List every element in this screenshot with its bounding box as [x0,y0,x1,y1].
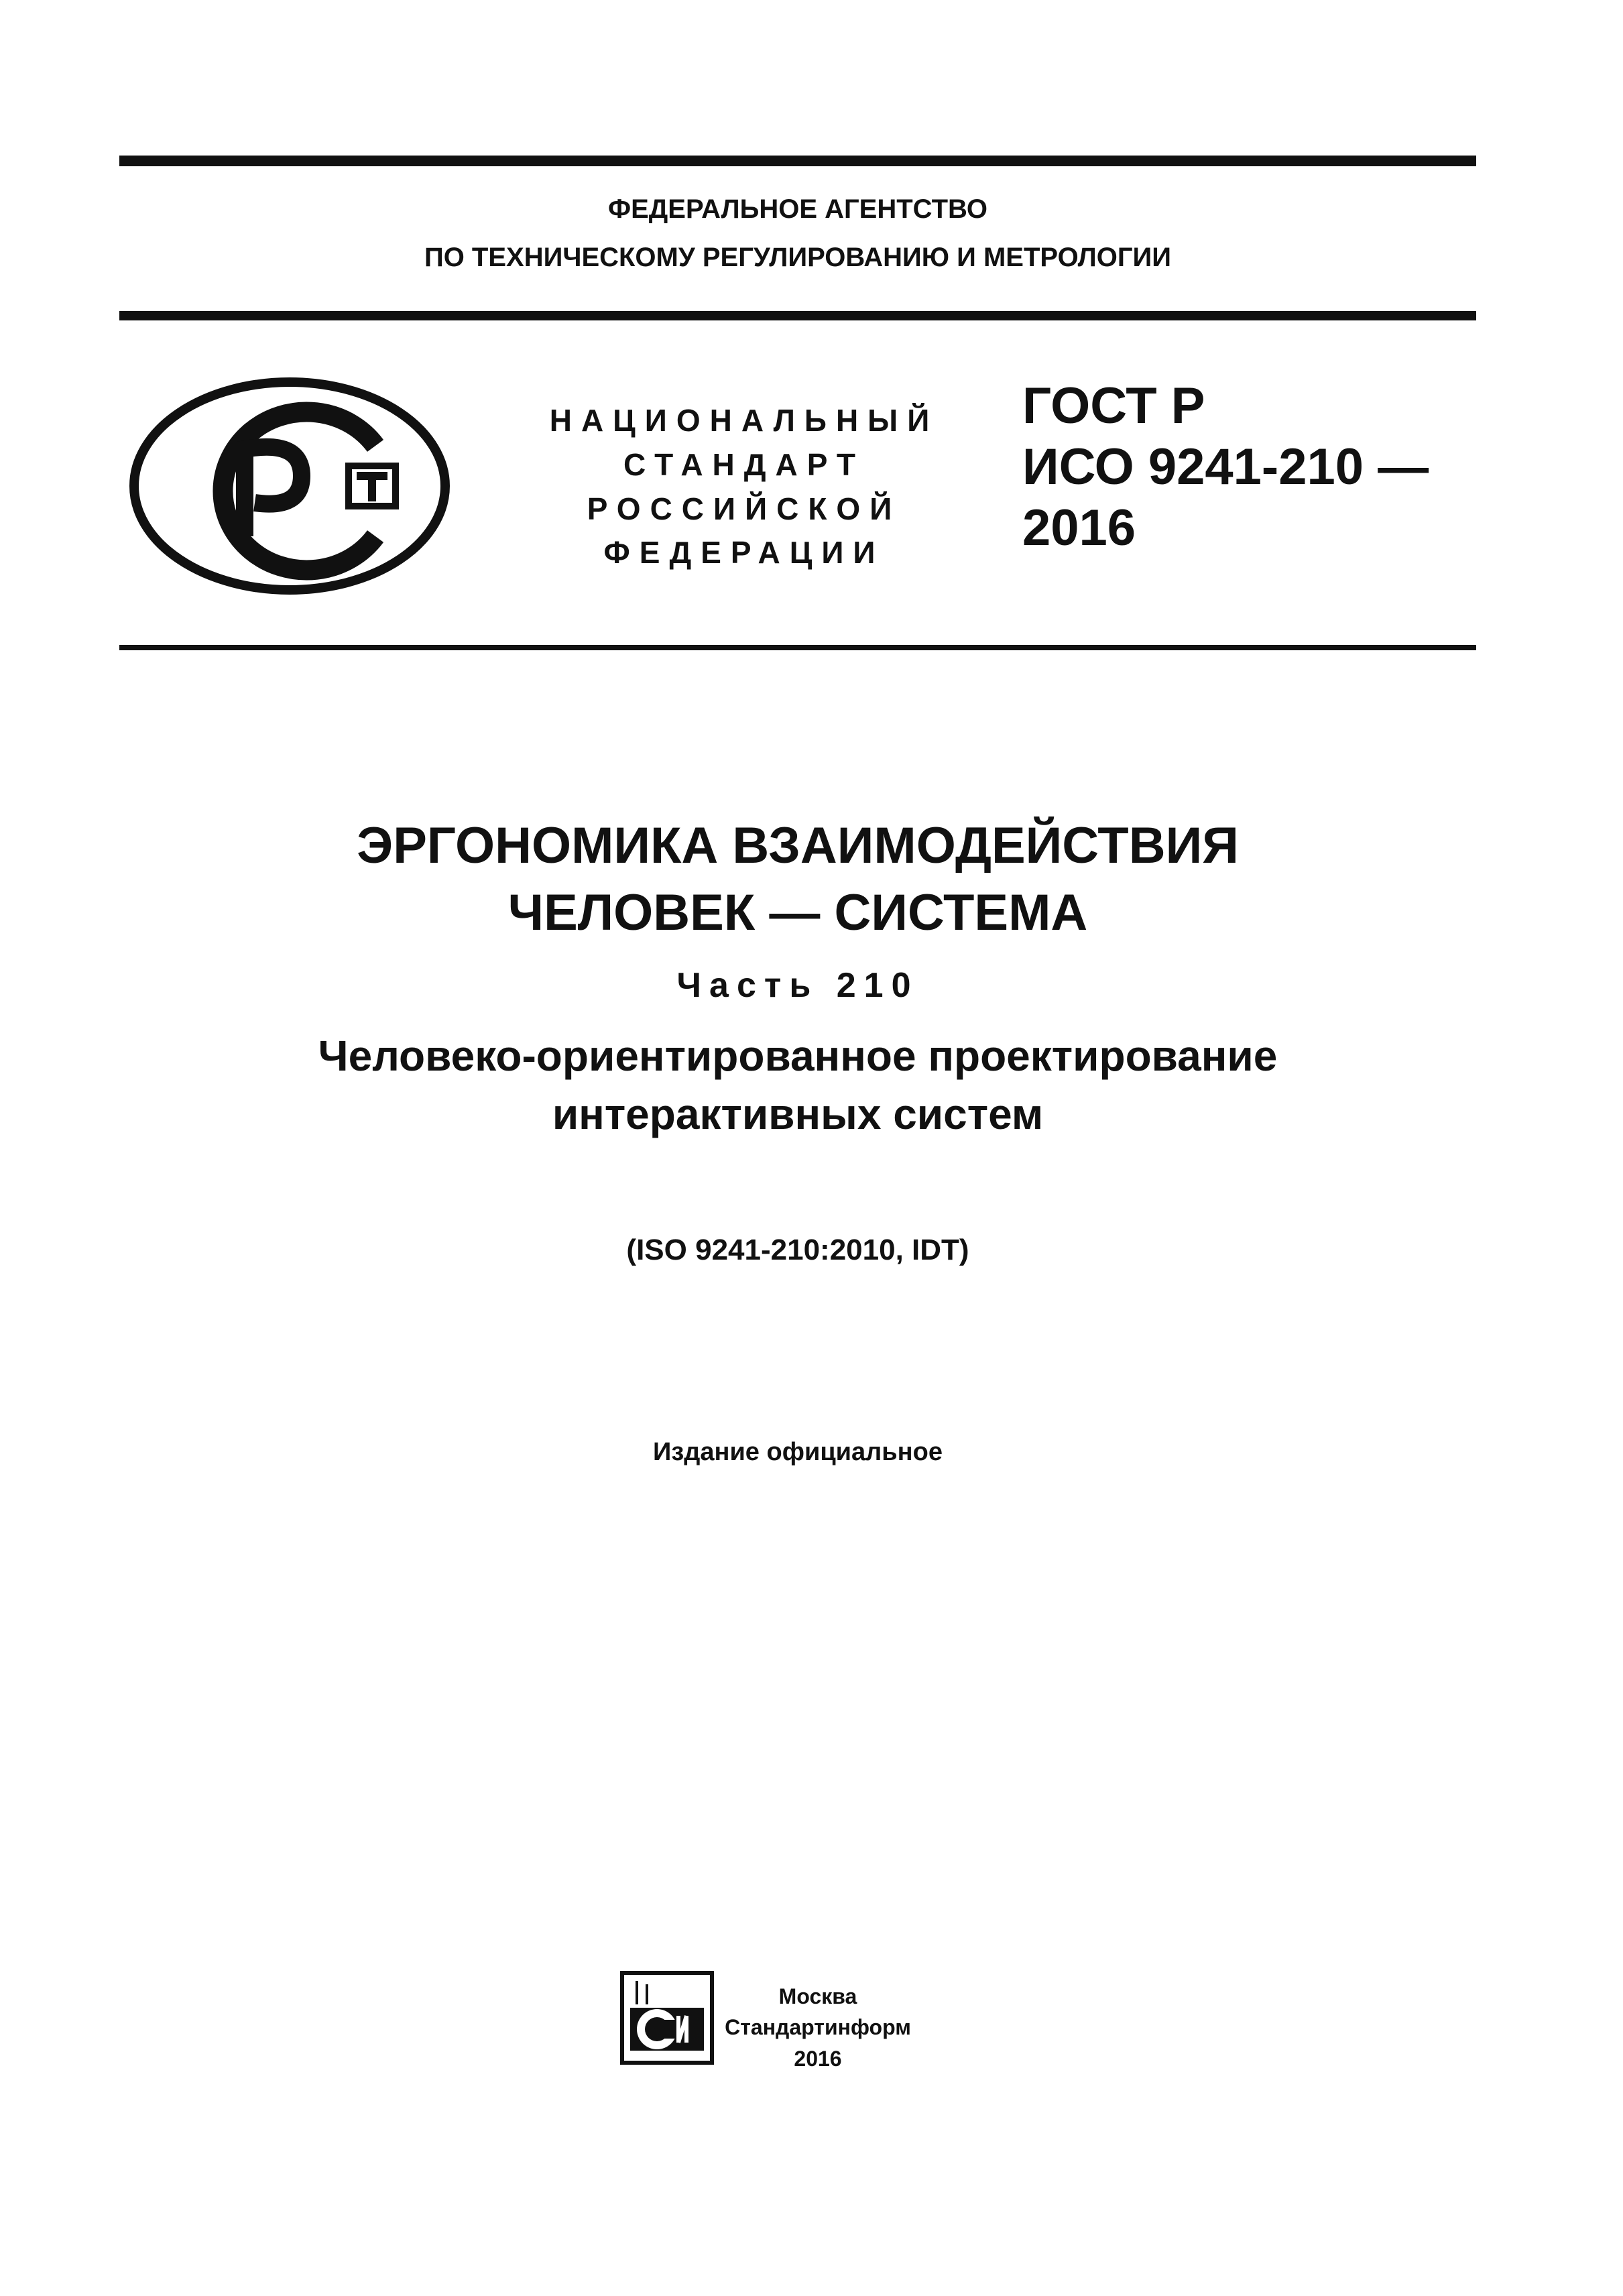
top-rule [119,156,1476,166]
designation-line-3: 2016 [1022,499,1136,557]
agency-line-1: ФЕДЕРАЛЬНОЕ АГЕНТСТВО [607,194,988,224]
subtitle-line-1: Человеко-ориентированное проектирование [318,1032,1278,1080]
national-standard-line: СТАНДАРТ [623,446,865,482]
standartinform-logo-icon [617,1968,717,2068]
agency-line-2: ПО ТЕХНИЧЕСКОМУ РЕГУЛИРОВАНИЮ И МЕТРОЛОГИИ [424,243,1172,272]
national-standard-line: РОССИЙСКОЙ [587,491,902,526]
standard-designation [1022,375,1478,559]
iso-reference: (ISO 9241-210:2010, IDT) [626,1233,969,1266]
designation-line-1: ГОСТ Р [1022,377,1205,434]
part-label: Часть 210 [676,966,919,1005]
publisher-name: Стандартинформ [725,2015,911,2040]
national-standard-label [509,399,979,575]
agency-rule [119,311,1476,320]
publisher-block [724,1981,912,2074]
edition-label: Издание официальное [653,1438,943,1466]
rst-emblem-icon [127,375,453,597]
national-standard-line: ФЕДЕРАЦИИ [603,535,885,570]
designation-line-2: ИСО 9241-210 — [1022,438,1429,496]
header-rule [119,645,1476,650]
title-line-2: ЧЕЛОВЕК — СИСТЕМА [507,884,1088,941]
subtitle-line-2: интерактивных систем [552,1090,1044,1138]
publisher-city: Москва [778,1984,857,2008]
national-standard-line: НАЦИОНАЛЬНЫЙ [549,403,939,438]
title-line-1: ЭРГОНОМИКА ВЗАИМОДЕЙСТВИЯ [357,817,1239,874]
publisher-year: 2016 [794,2046,842,2071]
